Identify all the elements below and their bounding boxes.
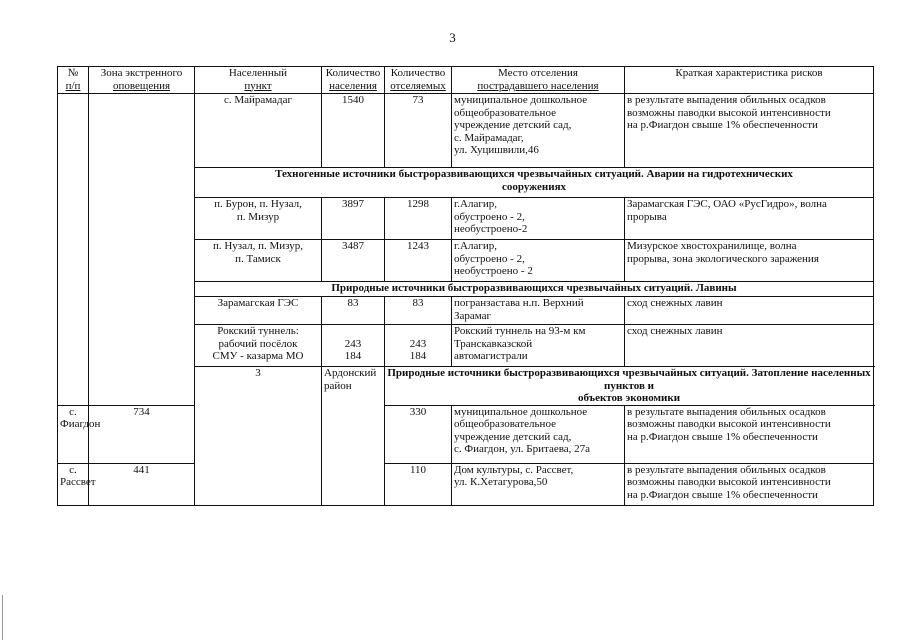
header-num: № п/п <box>58 67 89 94</box>
page-number: 3 <box>449 30 456 45</box>
risk-cell: сход снежных лавин <box>625 325 874 367</box>
settlement-cell: с. Рассвет <box>58 463 89 505</box>
population-cell: 441 <box>89 463 195 505</box>
population-cell: 3487 <box>322 240 385 282</box>
risk-cell: в результате выпадения обильных осадков возможны паводки высокой интенсивности на р.Фиагдон свыше 1% обеспеченности <box>625 94 874 168</box>
evacuated-cell: 83 <box>385 297 452 325</box>
relocation-cell: Дом культуры, с. Рассвет, ул. К.Хетагурова,50 <box>452 463 625 505</box>
relocation-cell: погранзастава н.п. Верхний Зарамаг <box>452 297 625 325</box>
header-relocation: Место отселения пострадавшего населения <box>452 67 625 94</box>
section-heading: Природные источники быстроразвивающихся чрезвычайных ситуаций. Лавины <box>195 282 874 297</box>
population-cell: 3897 <box>322 198 385 240</box>
evacuated-cell: 1298 <box>385 198 452 240</box>
risk-cell: в результате выпадения обильных осадков возможны паводки высокой интенсивности на р.Фиагдон свыше 1% обеспеченности <box>625 405 874 463</box>
relocation-cell: Рокский туннель на 93-м км Транскавказской автомагистрали <box>452 325 625 367</box>
scan-edge-mark <box>2 595 3 640</box>
header-population: Количество населения <box>322 67 385 94</box>
settlement-cell: Зарамагская ГЭС <box>195 297 322 325</box>
header-evacuated: Количество отселяемых <box>385 67 452 94</box>
section-heading: Техногенные источники быстроразвивающихся чрезвычайных ситуаций. Аварии на гидротехнических сооружениях <box>195 168 874 198</box>
table-header-row <box>58 67 874 94</box>
evacuation-risk-table <box>57 66 874 506</box>
zone-cell <box>89 94 195 406</box>
relocation-cell: г.Алагир, обустроено - 2, необустроено - 2 <box>452 240 625 282</box>
risk-cell: Зарамагская ГЭС, ОАО «РусГидро», волна прорыва <box>625 198 874 240</box>
relocation-cell: муниципальное дошкольное общеобразовательное учреждение детский сад, с. Фиагдон, ул. Бритаева, 27а <box>452 405 625 463</box>
population-cell: 83 <box>322 297 385 325</box>
population-cell: 734 <box>89 405 195 463</box>
risk-cell: в результате выпадения обильных осадков возможны паводки высокой интенсивности на р.Фиагдон свыше 1% обеспеченности <box>625 463 874 505</box>
table-row <box>58 405 874 463</box>
header-settlement: Населенный пункт <box>195 67 322 94</box>
settlement-cell: п. Нузал, п. Мизур, п. Тамиск <box>195 240 322 282</box>
relocation-cell: муниципальное дошкольное общеобразовательное учреждение детский сад, с. Майрамадаг, ул. Хуцишвили,46 <box>452 94 625 168</box>
num-cell: 3 <box>195 367 322 506</box>
risk-cell: Мизурское хвостохранилище, волна прорыва, зона экологического заражения <box>625 240 874 282</box>
table-row <box>58 94 874 168</box>
table-row <box>58 463 874 505</box>
evacuated-cell: 73 <box>385 94 452 168</box>
settlement-cell: Рокский туннель: рабочий посёлок СМУ - казарма МО <box>195 325 322 367</box>
relocation-cell: г.Алагир, обустроено - 2, необустроено-2 <box>452 198 625 240</box>
num-cell <box>58 94 89 406</box>
header-zone: Зона экстренного оповещения <box>89 67 195 94</box>
evacuated-cell: 330 <box>385 405 452 463</box>
header-risk: Краткая характеристика рисков <box>625 67 874 94</box>
settlement-cell: п. Бурон, п. Нузал, п. Мизур <box>195 198 322 240</box>
settlement-cell: с. Фиагдон <box>58 405 89 463</box>
population-cell: 1540 <box>322 94 385 168</box>
population-cell: 243 184 <box>322 325 385 367</box>
risk-cell: сход снежных лавин <box>625 297 874 325</box>
evacuated-cell: 243 184 <box>385 325 452 367</box>
evacuated-cell: 1243 <box>385 240 452 282</box>
settlement-cell: с. Майрамадаг <box>195 94 322 168</box>
section-heading: Природные источники быстроразвивающихся чрезвычайных ситуаций. Затопление населенных пунктов и объектов экономики <box>385 367 874 406</box>
zone-cell: Ардонский район <box>322 367 385 506</box>
evacuated-cell: 110 <box>385 463 452 505</box>
